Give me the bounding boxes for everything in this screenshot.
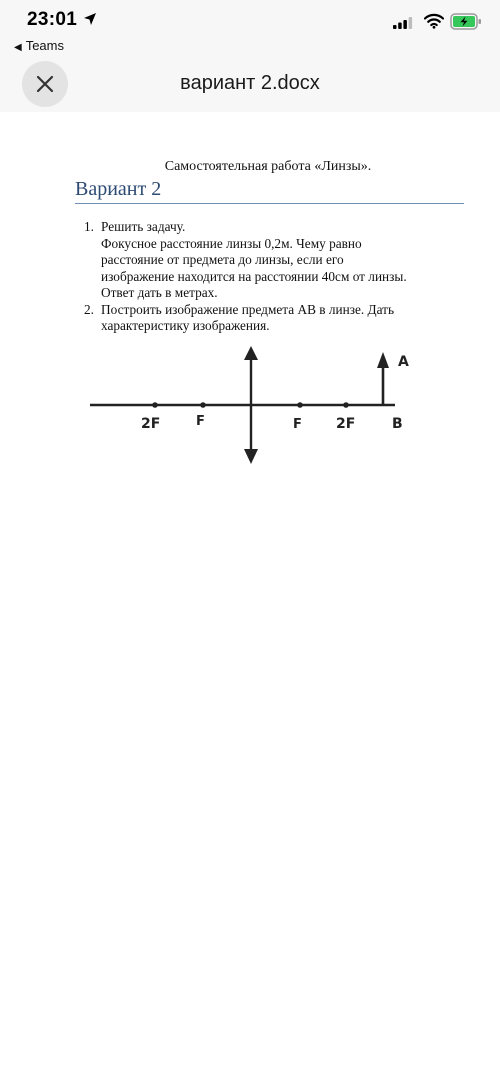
label-2f-left: 2F — [141, 416, 161, 432]
cellular-signal-icon — [393, 17, 413, 29]
label-point-b: B — [392, 416, 403, 432]
label-f-left: F — [196, 414, 205, 429]
location-arrow-icon — [83, 12, 97, 26]
task-item-1 — [84, 219, 464, 302]
label-2f-right: 2F — [336, 416, 356, 432]
task-list — [84, 219, 464, 335]
lens-bottom-arrowhead — [244, 449, 258, 464]
back-triangle-icon: ◀ — [14, 42, 22, 53]
label-f-right: F — [293, 417, 302, 432]
document-page[interactable] — [0, 112, 500, 1082]
lens-diagram — [0, 338, 500, 588]
status-time: 23:01 — [27, 9, 78, 30]
back-to-app-link[interactable] — [14, 38, 64, 53]
task-2-line-1: Построить изображение предмета АВ в линзе. Дать — [101, 301, 395, 317]
object-arrowhead — [377, 352, 389, 368]
task-1-line-4: изображение находится на расстоянии 40см от линзы. — [101, 268, 407, 284]
task-number: 2. — [84, 301, 94, 317]
task-number: 1. — [84, 219, 94, 234]
point-2f-left — [152, 402, 158, 408]
back-app-label: Teams — [25, 38, 64, 53]
point-f-left — [200, 402, 206, 408]
variant-heading: Вариант 2 — [75, 178, 162, 200]
task-1-line-5: Ответ дать в метрах. — [101, 285, 218, 300]
task-item-2 — [84, 302, 464, 335]
document-heading: Самостоятельная работа «Линзы». — [164, 159, 372, 174]
task-1-line-1: Решить задачу. — [101, 219, 186, 234]
heading-underline — [75, 203, 464, 204]
lens-top-arrowhead — [244, 346, 258, 360]
point-f-right — [297, 402, 303, 408]
wifi-icon — [424, 13, 444, 29]
point-2f-right — [343, 402, 349, 408]
battery-charging-icon — [450, 13, 482, 30]
task-1-line-3: расстояние от предмета до линзы, если его — [101, 252, 344, 267]
document-title: вариант 2.docx — [180, 72, 320, 94]
top-bar — [0, 0, 500, 112]
task-1-line-2: Фокусное расстояние линзы 0,2м. Чему равно — [101, 235, 362, 251]
label-point-a: A — [398, 354, 409, 370]
task-2-line-2: характеристику изображения. — [101, 318, 270, 333]
